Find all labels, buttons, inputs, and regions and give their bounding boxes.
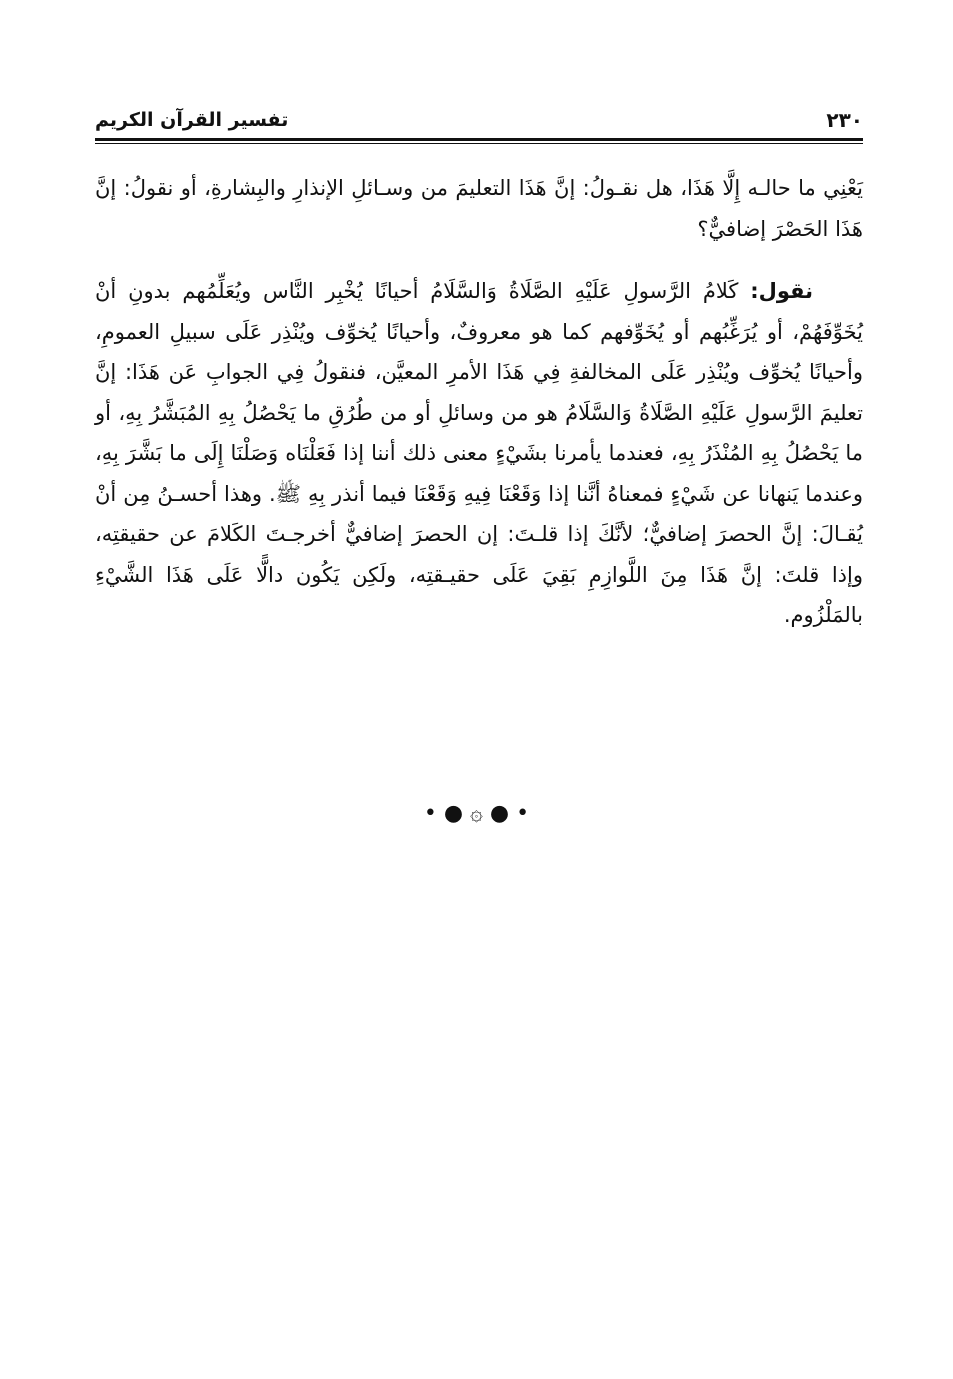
page-header bbox=[95, 104, 863, 138]
paragraph-2-lead: نقول: bbox=[750, 279, 813, 303]
paragraph-1-text: يَعْنِي ما حالـه إِلَّا هَذَا، هل نقـولُ: إنَّ هَذَا التعليمَ من وسـائلِ الإنذارِ والبِشارةِ، أو نقولُ: إنَّ هَذَا الحَصْرَ إضافيٌّ؟ bbox=[95, 176, 863, 241]
paragraph-1 bbox=[95, 168, 863, 249]
paragraph-2-text: كَلامُ الرَّسولِ عَلَيْهِ الصَّلَاةُ وَالسَّلَامُ أحيانًا يُخْبِر النَّاس ويُعَلِّمُهم بدونِ أنْ يُخَوِّفَهُمْ، أو يُرَغِّبُهم أو يُخَوِّفهم كما هو معروفٌ، وأحيانًا يُخوِّف ويُنْذِر عَلَى سبيلِ العمومِ، وأحيانًا يُخوِّف ويُنْذِر عَلَى المخالفةِ فِي هَذَا الأمرِ المعيَّن، فنقولُ فِي الجوابِ عَن هَذَا: إنَّ تعليمَ الرَّسولِ عَلَيْهِ الصَّلَاةُ وَالسَّلَامُ هو من وسائلِ أو من طُرُقِ ما يَحْصُلُ بِهِ المُبَشَّرُ بِهِ، أو ما يَحْصُلُ بِهِ المُنْذَرُ بِهِ، فعندما يأمرنا بشَيْءٍ معنى ذلك أننا إذا فَعَلْنَاه وَصَلْنَا إِلَى ما بَشَّرَ بِهِ، وعندما يَنهانا عن شَيْءٍ فمعناهُ أنَّنا إذا وَقَعْنَا فِيهِ وَقَعْنَا فيما أنذر بِهِ ﷺ. وهذا أحسـنُ مِن أنْ يُقـالَ: إنَّ الحصرَ إضافيٌّ؛ لأنَّكَ إذا قلـتَ: إن الحصرَ إضافيٌّ أخرجـتَ الكَلامَ عن حقيقتِه، وإذا قلتَ: إنَّ هَذَا مِنَ اللَّوازِمِ بَقِيَ عَلَى حقيـقتِه، ولَكِن يَكُون دالًّا عَلَى هَذَا الشَّيْءِ بالمَلْزُوم. bbox=[95, 279, 863, 627]
body-text bbox=[95, 168, 863, 636]
header-rule-thin bbox=[95, 143, 863, 144]
page-number: ٢٣٠ bbox=[826, 108, 863, 132]
section-end-ornament: • ● ۞ ● • bbox=[423, 801, 530, 826]
running-title: تفسير القرآن الكريم bbox=[95, 109, 289, 131]
paragraph-2 bbox=[95, 271, 863, 636]
header-rule-thick bbox=[95, 138, 863, 141]
